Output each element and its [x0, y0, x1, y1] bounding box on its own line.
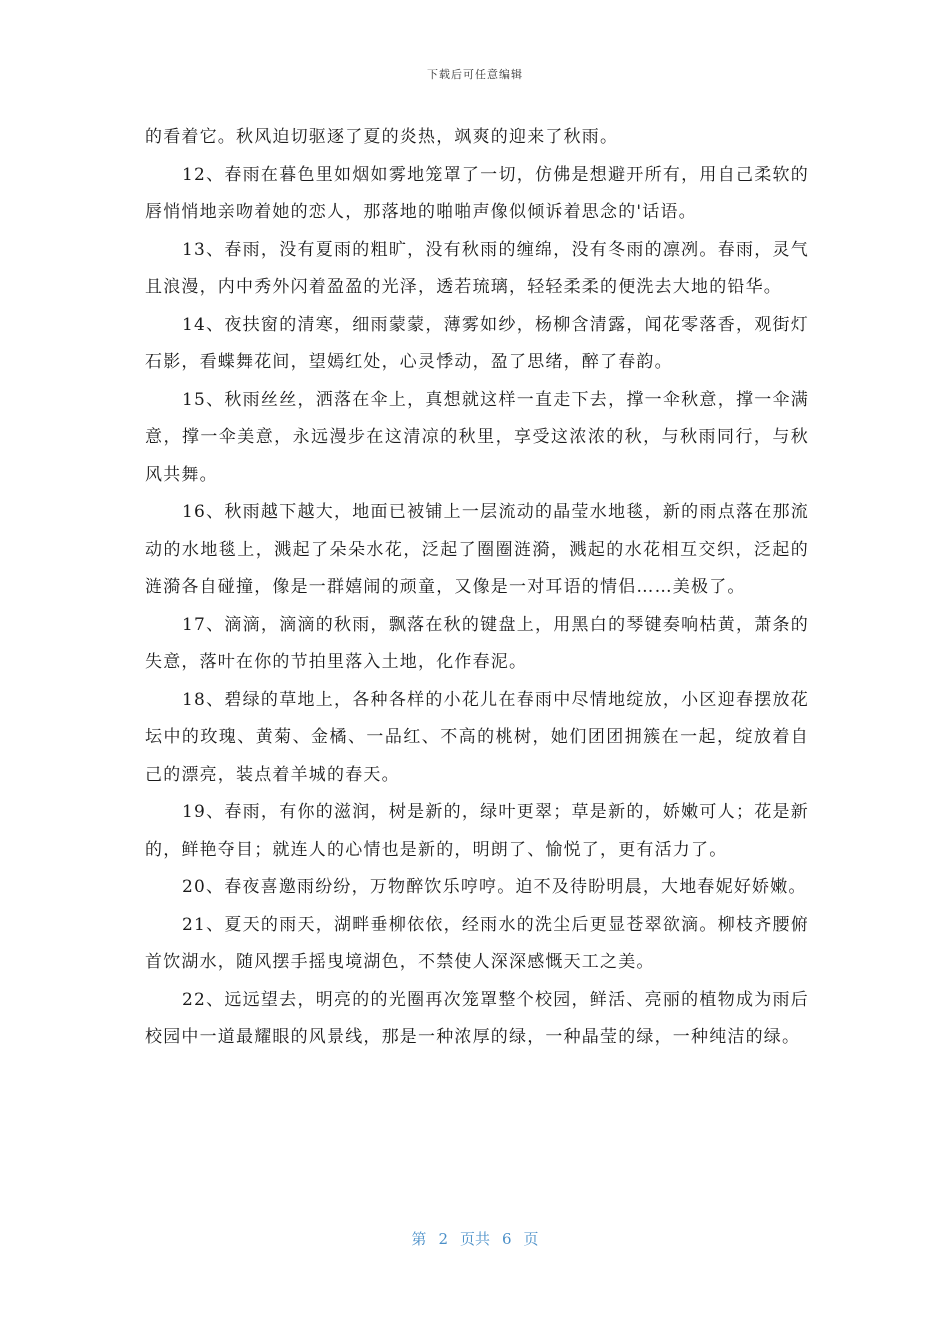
paragraph-14: 14、夜扶窗的清寒，细雨蒙蒙，薄雾如纱，杨柳含清露，闻花零落香，观街灯石影，看蝶舞花间，望嫣红处，心灵悸动，盈了思绪，醉了春韵。: [145, 314, 809, 372]
paragraph-16: 16、秋雨越下越大，地面已被铺上一层流动的晶莹水地毯，新的雨点落在那流动的水地毯上，溅起了朵朵水花，泛起了圈圈涟漪，溅起的水花相互交织，泛起的涟漪各自碰撞，像是一群嬉闹的顽童，又像是一对耳语的情侣……美极了。: [145, 502, 809, 597]
paragraph-20: 20、春夜喜邀雨纷纷，万物醉饮乐哼哼。迫不及待盼明晨，大地春妮好娇嫩。: [182, 877, 807, 897]
footer-total-pages: 6: [502, 1230, 512, 1248]
paragraph-19: 19、春雨，有你的滋润，树是新的，绿叶更翠；草是新的，娇嫩可人；花是新的，鲜艳夺目；就连人的心情也是新的，明朗了、愉悦了，更有活力了。: [145, 802, 809, 860]
document-body: [145, 119, 809, 1057]
paragraph-continuation: 的看着它。秋风迫切驱逐了夏的炎热，飒爽的迎来了秋雨。: [145, 127, 619, 147]
paragraph-13: 13、春雨，没有夏雨的粗旷，没有秋雨的缠绵，没有冬雨的凛冽。春雨，灵气且浪漫，内中秀外闪着盈盈的光泽，透若琉璃，轻轻柔柔的便洗去大地的铅华。: [145, 239, 809, 297]
page-header: 下载后可任意编辑: [427, 68, 523, 81]
footer-current-page: 2: [438, 1230, 448, 1248]
paragraph-12: 12、春雨在暮色里如烟如雾地笼罩了一切，仿佛是想避开所有，用自己柔软的唇悄悄地亲吻着她的恋人，那落地的啪啪声像似倾诉着思念的'话语。: [145, 164, 809, 222]
paragraph-15: 15、秋雨丝丝，洒落在伞上，真想就这样一直走下去，撑一伞秋意，撑一伞满意，撑一伞美意，永远漫步在这清凉的秋里，享受这浓浓的秋，与秋雨同行，与秋风共舞。: [145, 389, 809, 485]
paragraph-18: 18、碧绿的草地上，各种各样的小花儿在春雨中尽情地绽放，小区迎春摆放花坛中的玫瑰、黄菊、金橘、一品红、不高的桃树，她们团团拥簇在一起，绽放着自己的漂亮，装点着羊城的春天。: [145, 689, 809, 785]
page-footer: [0, 1228, 950, 1249]
footer-middle: 页共: [459, 1230, 490, 1248]
paragraph-22: 22、远远望去，明亮的的光圈再次笼罩整个校园，鲜活、亮丽的植物成为雨后校园中一道最耀眼的风景线，那是一种浓厚的绿，一种晶莹的绿，一种纯洁的绿。: [145, 989, 809, 1047]
footer-suffix: 页: [523, 1230, 539, 1248]
paragraph-21: 21、夏天的雨天，湖畔垂柳依依，经雨水的洗尘后更显苍翠欲滴。柳枝齐腰俯首饮湖水，随风摆手摇曳境湖色，不禁使人深深感慨天工之美。: [145, 914, 809, 972]
footer-prefix: 第: [411, 1230, 427, 1248]
paragraph-17: 17、滴滴，滴滴的秋雨，飘落在秋的键盘上，用黑白的琴键奏响枯黄，萧条的失意，落叶在你的节拍里落入土地，化作春泥。: [145, 614, 809, 672]
